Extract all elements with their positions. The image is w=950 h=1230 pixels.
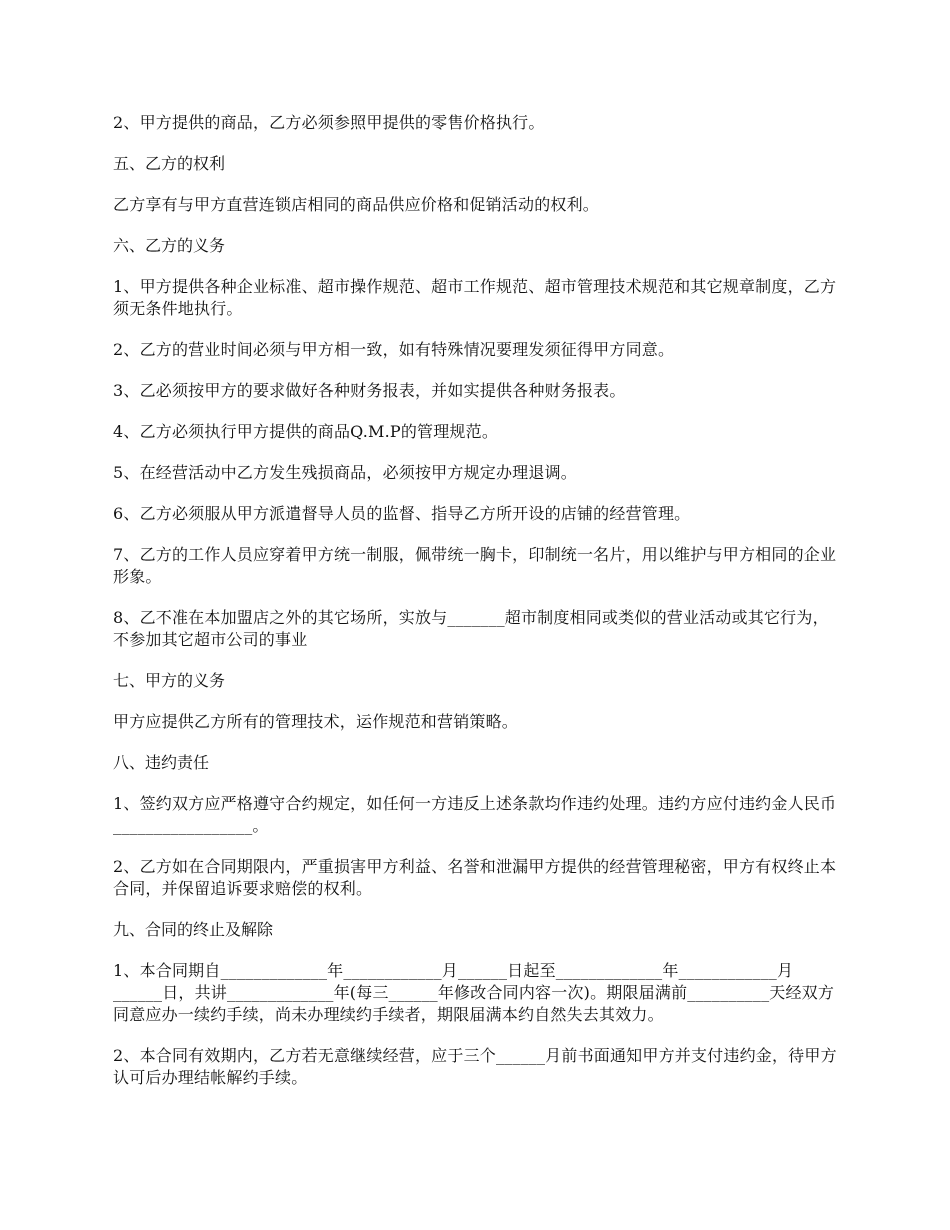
section-heading-termination: 九、合同的终止及解除 <box>113 920 274 939</box>
clause-b-obligation-8: 8、乙不准在本加盟店之外的其它场所，实放与_______超市制度相同或类似的营业活动或其它行为，不参加其它超市公司的事业 <box>113 608 829 649</box>
clause-supplier-retail-price: 2、甲方提供的商品，乙方必须参照甲提供的零售价格执行。 <box>113 113 545 132</box>
clause-b-obligation-3: 3、乙必须按甲方的要求做好各种财务报表，并如实提供各种财务报表。 <box>113 381 626 400</box>
clause-breach-1: 1、签约双方应严格遵守合约规定，如任何一方违反上述条款均作违约处理。违约方应付违约金人民币_________________。 <box>113 794 837 835</box>
clause-b-obligation-4: 4、乙方必须执行甲方提供的商品Q.M.P的管理规范。 <box>113 422 499 441</box>
clause-party-b-rights: 乙方享有与甲方直营连锁店相同的商品供应价格和促销活动的权利。 <box>113 195 600 214</box>
section-heading-breach-liability: 八、违约责任 <box>113 753 210 772</box>
clause-b-obligation-6: 6、乙方必须服从甲方派遣督导人员的监督、指导乙方所开设的店铺的经营管理。 <box>113 504 691 523</box>
clause-b-obligation-7: 7、乙方的工作人员应穿着甲方统一制服，佩带统一胸卡，印制统一名片，用以维护与甲方相同的企业形象。 <box>113 545 837 586</box>
clause-termination-1: 1、本合同期自_____________年____________月______日起至_____________年____________月______日，共讲_____________年(每三______年修改合同内容一次)。期限届满前__________天经双方同意应办一续约手续，尚未办理续约手续者，期限届满本约自然失去其效力。 <box>113 961 835 1024</box>
clause-b-obligation-2: 2、乙方的营业时间必须与甲方相一致，如有特殊情况要理发须征得甲方同意。 <box>113 340 675 359</box>
clause-b-obligation-5: 5、在经营活动中乙方发生残损商品，必须按甲方规定办理退调。 <box>113 463 577 482</box>
document-body <box>113 112 839 1108</box>
section-heading-party-a-obligations: 七、甲方的义务 <box>113 671 226 690</box>
clause-termination-2: 2、本合同有效期内，乙方若无意继续经营，应于三个______月前书面通知甲方并支付违约金，待甲方认可后办理结帐解约手续。 <box>113 1046 837 1087</box>
section-heading-party-b-obligations: 六、乙方的义务 <box>113 236 226 255</box>
section-heading-party-b-rights: 五、乙方的权利 <box>113 154 226 173</box>
clause-party-a-obligation: 甲方应提供乙方所有的管理技术，运作规范和营销策略。 <box>113 712 519 731</box>
clause-breach-2: 2、乙方如在合同期限内，严重损害甲方利益、名誉和泄漏甲方提供的经营管理秘密，甲方有权终止本合同，并保留追诉要求赔偿的权利。 <box>113 857 837 898</box>
clause-b-obligation-1: 1、甲方提供各种企业标准、超市操作规范、超市工作规范、超市管理技术规范和其它规章制度，乙方须无条件地执行。 <box>113 277 837 318</box>
